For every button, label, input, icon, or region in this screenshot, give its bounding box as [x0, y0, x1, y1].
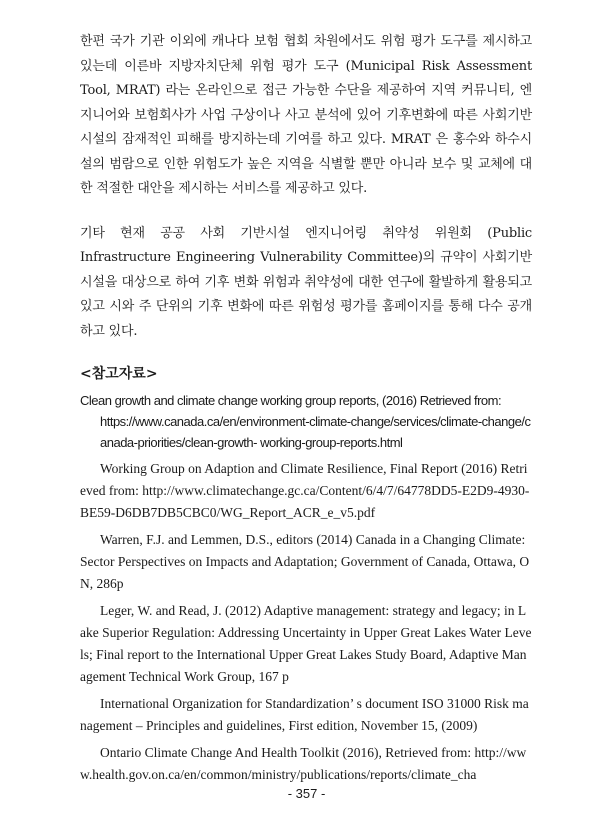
page-number: - 357 -	[287, 786, 326, 801]
reference-item: Ontario Climate Change And Health Toolkit (2016), Retrieved from: http://www.health.gov.on.ca/en/common/ministry/publications/reports/climate_cha	[80, 745, 527, 782]
reference-text: Clean growth and climate change working group reports, (2016) Retrieved from:	[80, 393, 502, 408]
body-paragraph-mrat: 한편 국가 기관 이외에 캐나다 보험 협회 차원에서도 위험 평가 도구를 제시하고 있는데 이른바 지방자치단체 위험 평가 도구 (Municipal Risk Assessment Tool, MRAT) 라는 온라인으로 접근 가능한 수단을 제공하여 지역 커뮤니티, 엔지니어와 보험회사가 사업 구상이나 사고 분석에 있어 기후변화에 따른 사회기반 시설의 잠재적인 피해를 방지하는데 기여를 하고 있다. MRAT 은 홍수와 하수시설의 범람으로 인한 위험도가 높은 지역을 식별할 뿐만 아니라 보수 및 교체에 대한 적절한 대안을 제시하는 서비스를 제공하고 있다.	[80, 34, 532, 196]
reference-item: Warren, F.J. and Lemmen, D.S., editors (2014) Canada in a Changing Climate: Sector Perspectives on Impacts and Adaptation; Government of Canada, Ottawa, ON, 286p	[80, 532, 530, 591]
references-title: <참고자료>	[80, 366, 158, 382]
body-paragraph-pievc: 기타 현재 공공 사회 기반시설 엔지니어링 취약성 위원회 (Public Infrastructure Engineering Vulnerability Committee)의 규약이 사회기반시설을 대상으로 하여 기후 변화 위험과 취약성에 대한 연구에 활발하게 활용되고 있고 시와 주 단위의 기후 변화에 따른 위험성 평가를 홈페이지를 통해 다수 공개하고 있다.	[80, 225, 532, 339]
reference-list	[80, 390, 532, 786]
reference-item	[80, 390, 532, 453]
reference-item: Leger, W. and Read, J. (2012) Adaptive management: strategy and legacy; in Lake Superior Regulation: Addressing Uncertainty in Upper Great Lakes Water Levels; Final report to the International Upper Great Lakes Study Board, Adaptive Management Technical Work Group, 167 p	[80, 603, 532, 684]
reference-url-link[interactable]: https://www.canada.ca/en/environment-climate-change/services/climate-change/canada-priorities/clean-growth- working-group-reports.html	[100, 414, 531, 450]
document-page	[80, 30, 532, 791]
reference-item: International Organization for Standardization’ s document ISO 31000 Risk management – Principles and guidelines, First edition, November 15, (2009)	[80, 696, 529, 733]
reference-item: Working Group on Adaption and Climate Resilience, Final Report (2016) Retrieved from: http://www.climatechange.gc.ca/Content/6/4/7/64778DD5-E2D9-4930-BE59-D6DB7DB5CBC0/WG_Report_ACR_e_v5.pdf	[80, 461, 530, 520]
